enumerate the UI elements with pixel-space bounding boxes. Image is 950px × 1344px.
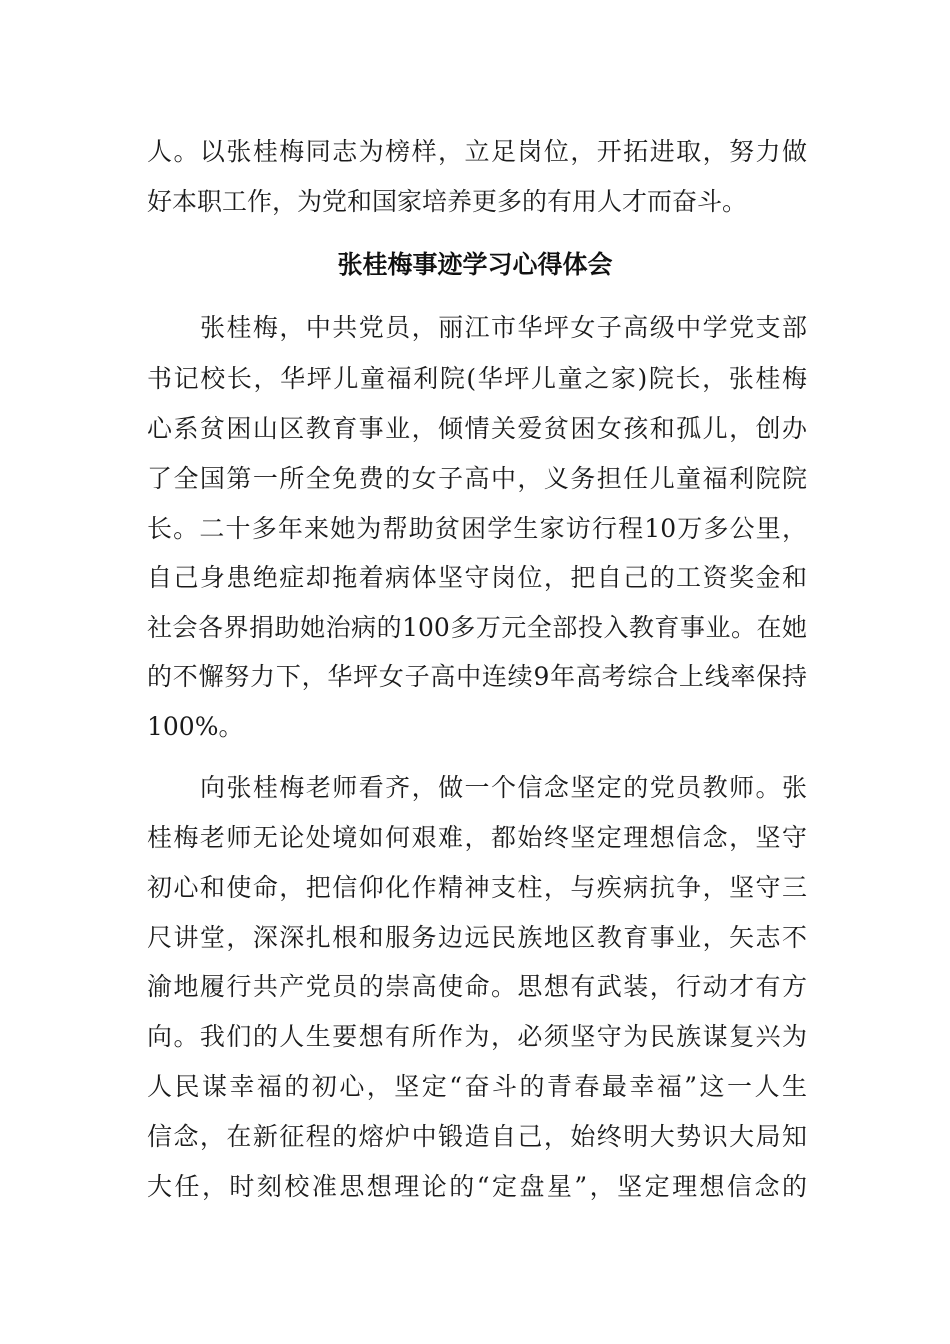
section-heading: 张桂梅事迹学习心得体会 [337, 250, 613, 279]
paragraph2-line-8: 信念，在新征程的熔炉中锻造自己，始终明大势识大局知 [147, 1122, 807, 1151]
paragraph1-line-5: 长。二十多年来她为帮助贫困学生家访行程10万多公里， [147, 514, 807, 543]
paragraph2-line-7: 人民谋幸福的初心，坚定“奋斗的青春最幸福”这一人生 [147, 1072, 807, 1101]
paragraph1-line-2: 书记校长，华坪儿童福利院(华坪儿童之家)院长，张桂梅 [147, 364, 807, 393]
paragraph1-line-1: 张桂梅，中共党员，丽江市华坪女子高级中学党支部 [200, 313, 807, 342]
paragraph1-line-9: 100%。 [147, 712, 244, 741]
paragraph2-line-2: 桂梅老师无论处境如何艰难，都始终坚定理想信念，坚守 [147, 823, 807, 852]
paragraph1-line-6: 自己身患绝症却拖着病体坚守岗位，把自己的工资奖金和 [147, 563, 807, 592]
paragraph2-line-5: 渝地履行共产党员的崇高使命。思想有武装，行动才有方 [147, 972, 807, 1001]
intro-line-2: 好本职工作，为党和国家培养更多的有用人才而奋斗。 [147, 187, 748, 216]
paragraph1-line-3: 心系贫困山区教育事业，倾情关爱贫困女孩和孤儿，创办 [147, 414, 807, 443]
paragraph2-line-1: 向张桂梅老师看齐，做一个信念坚定的党员教师。张 [200, 773, 807, 802]
paragraph2-line-6: 向。我们的人生要想有所作为，必须坚守为民族谋复兴为 [147, 1022, 807, 1051]
paragraph1-line-7: 社会各界捐助她治病的100多万元全部投入教育事业。在她 [147, 613, 807, 642]
paragraph2-line-4: 尺讲堂，深深扎根和服务边远民族地区教育事业，矢志不 [147, 923, 807, 952]
paragraph1-line-8: 的不懈努力下，华坪女子高中连续9年高考综合上线率保持 [147, 662, 807, 691]
intro-line-1: 人。以张桂梅同志为榜样，立足岗位，开拓进取，努力做 [147, 137, 807, 166]
paragraph2-line-9: 大任，时刻校准思想理论的“定盘星”，坚定理想信念的 [147, 1172, 807, 1201]
paragraph1-line-4: 了全国第一所全免费的女子高中，义务担任儿童福利院院 [147, 464, 807, 493]
paragraph2-line-3: 初心和使命，把信仰化作精神支柱，与疾病抗争，坚守三 [147, 873, 807, 902]
